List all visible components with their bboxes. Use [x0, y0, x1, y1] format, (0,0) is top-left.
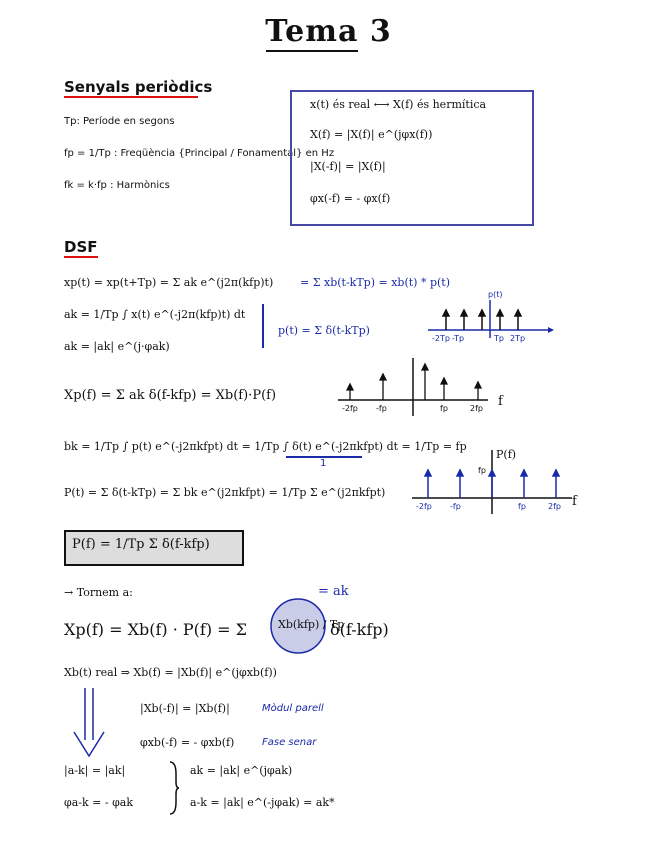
dsf-equation-1: xp(t) = xp(t+Tp) = Σ ak e^(j2π(kfp)t)	[64, 276, 274, 289]
ak-note: = ak	[318, 584, 349, 599]
hermitian-line-4: φx(-f) = - φx(f)	[310, 192, 391, 205]
conclusion-right-2: a-k = |ak| e^(-jφak) = ak*	[190, 796, 335, 809]
page-title: Tema 3	[265, 14, 392, 49]
pf-tick-3: fp	[518, 502, 526, 511]
hermitian-line-2: X(f) = |X(f)| e^(jφx(f))	[310, 128, 433, 141]
xp-tick-2: -fp	[376, 404, 387, 413]
tornem-equation: Xp(f) = Xb(f) · P(f) = Σ	[64, 620, 247, 639]
xp-tick-1: -2fp	[342, 404, 358, 413]
pf-axis-label: f	[572, 494, 577, 509]
p-fourier-equation: P(t) = Σ δ(t-kTp) = Σ bk e^(j2πkfpt) = 1/Tp Σ e^(j2πkfpt)	[64, 486, 386, 499]
p-tick-2: -Tp	[452, 334, 465, 343]
p-tick-4: 2Tp	[510, 334, 526, 343]
pf-tick-2: -fp	[450, 502, 461, 511]
conclusion-left-2: φa-k = - φak	[64, 796, 133, 809]
hermitian-line-3: |X(-f)| = |X(f)|	[310, 160, 386, 173]
bk-under-value: 1	[320, 458, 327, 469]
brace	[168, 760, 180, 816]
fk-definition: fk = k·fp : Harmònics	[64, 180, 170, 191]
tornem-equation-tail: δ(f-kfp)	[330, 620, 389, 639]
dsf-underline	[64, 256, 98, 258]
p-definition: p(t) = Σ δ(t-kTp)	[278, 324, 370, 337]
section-heading-dsf: DSF	[64, 238, 98, 256]
boxed-result-text: P(f) = 1/Tp Σ δ(f-kfp)	[72, 537, 210, 552]
pf-plot-label: P(f)	[496, 448, 517, 461]
p-tick-3: Tp	[494, 334, 504, 343]
fase-senar-note: Fase senar	[262, 737, 317, 748]
xp-tick-3: fp	[440, 404, 448, 413]
dsf-equation-1-blue: = Σ xb(t-kTp) = xb(t) * p(t)	[300, 276, 450, 289]
dsf-equation-3: ak = |ak| e^(j·φak)	[64, 340, 170, 353]
conclusion-right-1: ak = |ak| e^(jφak)	[190, 764, 293, 777]
tornem-label: → Tornem a:	[64, 586, 133, 599]
heading-underline	[64, 96, 198, 98]
real-line-1: Xb(t) real ⇒ Xb(f) = |Xb(f)| e^(jφxb(f))	[64, 666, 277, 679]
dsf-equation-2: ak = 1/Tp ∫ x(t) e^(-j2π(kfp)t) dt	[64, 308, 246, 321]
modul-parell-note: Mòdul parell	[262, 703, 324, 714]
p-plot-label: p(t)	[488, 290, 503, 299]
bk-equation: bk = 1/Tp ∫ p(t) e^(-j2πkfpt) dt = 1/Tp ∫ δ(t) e^(-j2πkfpt) dt = 1/Tp = fp	[64, 440, 467, 453]
title-underline	[266, 50, 358, 52]
xp-spectrum-equation: Xp(f) = Σ ak δ(f-kfp) = Xb(f)·P(f)	[64, 388, 277, 403]
real-line-2: |Xb(-f)| = |Xb(f)|	[140, 702, 230, 715]
pf-tick-4: 2fp	[548, 502, 561, 511]
conclusion-left-1: |a-k| = |ak|	[64, 764, 126, 777]
tp-definition: Tp: Període en segons	[64, 116, 175, 127]
xp-tick-4: 2fp	[470, 404, 483, 413]
circled-term-text: Xb(kfp) / Tp	[278, 618, 345, 631]
blue-separator	[262, 304, 264, 348]
implies-arrow	[72, 688, 106, 760]
section-heading-senyals: Senyals periòdics	[64, 78, 213, 96]
p-tick-1: -2Tp	[432, 334, 450, 343]
real-line-3: φxb(-f) = - φxb(f)	[140, 736, 235, 749]
pf-height-label: fp	[478, 466, 486, 475]
pf-tick-1: -2fp	[416, 502, 432, 511]
fp-definition: fp = 1/Tp : Freqüència {Principal / Fonamental} en Hz	[64, 148, 335, 159]
xp-axis-label: f	[498, 394, 503, 409]
hermitian-line-1: x(t) és real ⟷ X(f) és hermítica	[310, 98, 487, 111]
